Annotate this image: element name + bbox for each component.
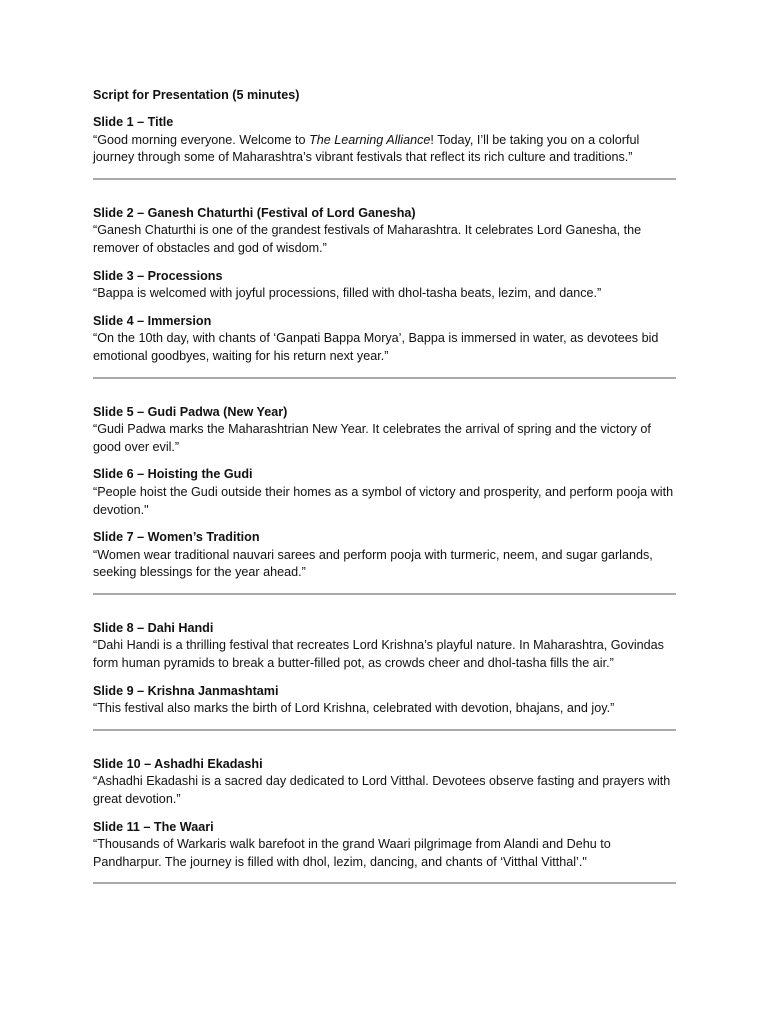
slide-script-text: “Dahi Handi is a thrilling festival that recreates Lord Krishna’s playful nature. In Maharashtra, Govindas form human pyramids to break a butter-filled pot, as crowds cheer and dhol-tasha fills the air.” [93,638,664,671]
slide-script-text [93,132,676,167]
section-divider [93,377,676,379]
slide-group-2 [93,205,676,366]
slide-2 [93,205,676,258]
section-divider [93,593,676,595]
slide-3 [93,268,676,303]
slide-script-text: “On the 10th day, with chants of ‘Ganpati Bappa Morya’, Bappa is immersed in water, as devotees bid emotional goodbyes, waiting for his return next year.” [93,331,659,363]
slide-script-text: “This festival also marks the birth of Lord Krishna, celebrated with devotion, bhajans, and joy.” [93,701,615,716]
slide-heading: Slide 3 – Processions [93,268,223,283]
section-divider [93,729,676,731]
section-divider [93,882,676,884]
slide-script-text: “Ashadhi Ekadashi is a sacred day dedicated to Lord Vitthal. Devotees observe fasting and prayers with great devotion.” [93,774,671,807]
organization-name: The Learning Alliance [309,132,431,147]
slide-script-text: “Thousands of Warkaris walk barefoot in the grand Waari pilgrimage from Alandi and Dehu to Pandharpur. The journey is filled with dhol, lezim, dancing, and chants of ‘Vitthal Vitthal’." [93,837,611,869]
slide-text-part: “Good morning everyone. Welcome to [93,132,310,147]
slide-1 [93,114,676,167]
slide-group-3 [93,404,676,582]
slide-heading: Slide 8 – Dahi Handi [93,620,214,635]
slide-11 [93,819,676,872]
section-divider [93,178,676,180]
document-page [93,86,676,909]
slide-heading: Slide 5 – Gudi Padwa (New Year) [93,404,288,419]
slide-group-1 [93,114,676,167]
slide-8 [93,620,676,673]
slide-heading: Slide 9 – Krishna Janmashtami [93,683,279,698]
slide-6 [93,466,676,519]
slide-heading: Slide 4 – Immersion [93,313,212,328]
slide-5 [93,404,676,457]
slide-script-text: “Bappa is welcomed with joyful processions, filled with dhol-tasha beats, lezim, and dance.” [93,286,602,301]
slide-10 [93,756,676,809]
slide-script-text: “People hoist the Gudi outside their homes as a symbol of victory and prosperity, and perform pooja with devotion." [93,484,674,517]
slide-group-5 [93,756,676,872]
slide-heading: Slide 1 – Title [93,115,174,129]
slide-heading: Slide 7 – Women’s Tradition [93,530,260,545]
slide-heading: Slide 11 – The Waari [93,819,214,834]
document-title: Script for Presentation (5 minutes) [93,88,300,102]
slide-text-part: ! Today, I’ll be taking you on a colorful journey through some of Maharashtra’s vibrant festivals that reflect its rich culture and traditions.” [93,132,640,165]
slide-script-text: “Ganesh Chaturthi is one of the grandest festivals of Maharashtra. It celebrates Lord Ganesha, the remover of obstacles and god of wisdom.” [93,223,642,255]
slide-group-4 [93,620,676,718]
slide-script-text: “Women wear traditional nauvari sarees and perform pooja with turmeric, neem, and sugar garlands, seeking blessings for the year ahead.” [93,547,653,580]
slide-7 [93,529,676,582]
slide-heading: Slide 6 – Hoisting the Gudi [93,467,253,482]
slide-heading: Slide 10 – Ashadhi Ekadashi [93,756,263,771]
slide-heading: Slide 2 – Ganesh Chaturthi (Festival of Lord Ganesha) [93,205,416,220]
slide-9 [93,683,676,718]
slide-4 [93,313,676,366]
slide-script-text: “Gudi Padwa marks the Maharashtrian New Year. It celebrates the arrival of spring and the victory of good over evil.” [93,422,651,454]
